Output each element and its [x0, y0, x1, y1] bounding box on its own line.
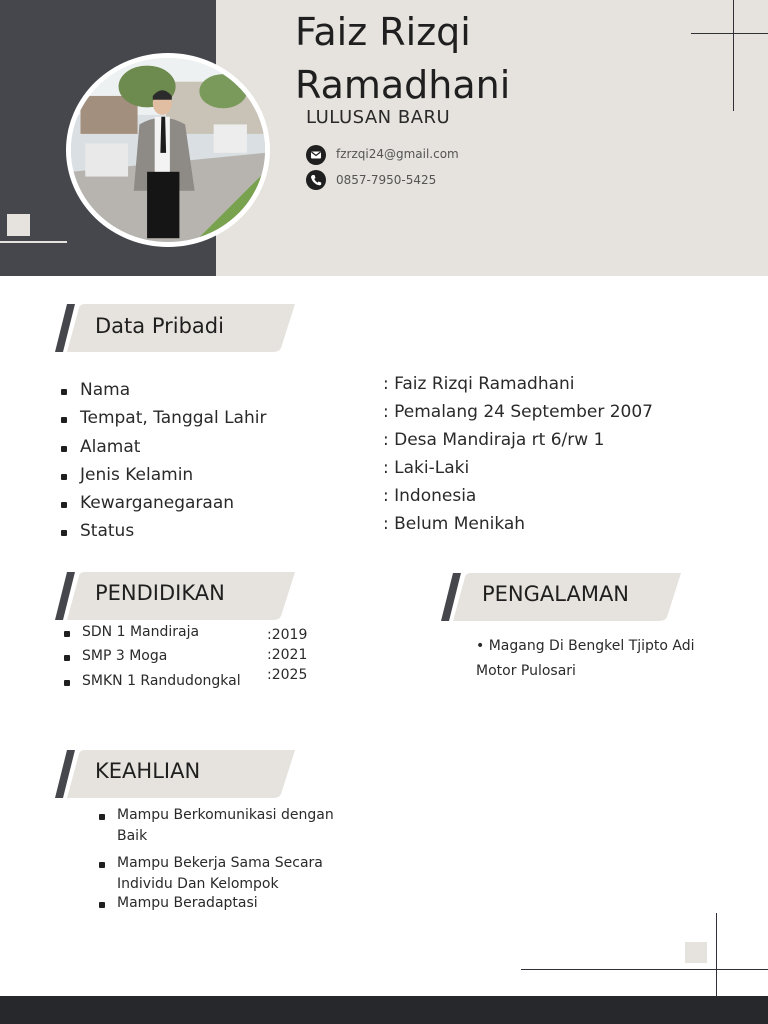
school-name: SMP 3 Moga [82, 648, 168, 664]
label-ttl: Tempat, Tanggal Lahir [80, 408, 267, 428]
label-alamat: Alamat [80, 437, 141, 457]
bullet [64, 680, 70, 686]
value-nama: : Faiz Rizqi Ramadhani [383, 374, 575, 394]
decor-line [521, 969, 768, 970]
bullet [61, 446, 67, 452]
bullet [61, 389, 67, 395]
full-name-line2: Ramadhani [295, 63, 511, 107]
bullet [99, 902, 105, 908]
skill-line: Baik [117, 828, 148, 844]
experience-line: Motor Pulosari [476, 663, 576, 679]
value-ttl: : Pemalang 24 September 2007 [383, 402, 653, 422]
bullet [61, 474, 67, 480]
full-name [295, 6, 595, 112]
experience-line: • Magang Di Bengkel Tjipto Adi [476, 638, 695, 654]
section-title: Data Pribadi [95, 314, 224, 338]
school-year: :2021 [267, 647, 308, 663]
bullet [64, 631, 70, 637]
label-kewarganegaraan: Kewarganegaraan [80, 493, 235, 513]
section-title: KEAHLIAN [95, 759, 201, 783]
skill-line: Individu Dan Kelompok [117, 876, 279, 892]
value-alamat: : Desa Mandiraja rt 6/rw 1 [383, 430, 605, 450]
profile-photo [66, 53, 270, 247]
value-status: : Belum Menikah [383, 514, 526, 534]
skill-line: Mampu Bekerja Sama Secara [117, 855, 323, 871]
decor-line [733, 0, 734, 111]
envelope-icon [306, 145, 326, 165]
phone-text[interactable]: 0857-7950-5425 [336, 173, 437, 187]
value-kewarganegaraan: : Indonesia [383, 486, 477, 506]
decor-line [691, 33, 768, 34]
bullet [64, 655, 70, 661]
bullet [99, 862, 105, 868]
label-jenis-kelamin: Jenis Kelamin [80, 465, 194, 485]
decor-line [716, 913, 717, 996]
value-jenis-kelamin: : Laki-Laki [383, 458, 470, 478]
school-name: SDN 1 Mandiraja [82, 624, 200, 640]
email-text[interactable]: fzrzqi24@gmail.com [336, 147, 459, 161]
decor-square [7, 214, 30, 236]
bullet [61, 530, 67, 536]
section-title: PENGALAMAN [482, 582, 630, 606]
skill-line: Mampu Berkomunikasi dengan [117, 807, 334, 823]
skill-line: Mampu Beradaptasi [117, 895, 258, 911]
label-nama: Nama [80, 380, 131, 400]
bullet [99, 814, 105, 820]
bullet [61, 417, 67, 423]
decor-square [685, 942, 707, 963]
full-name-line1: Faiz Rizqi [295, 10, 471, 54]
section-title: PENDIDIKAN [95, 581, 225, 605]
label-status: Status [80, 521, 135, 541]
footer-bar [0, 996, 768, 1024]
school-year: :2019 [267, 627, 308, 643]
school-year: :2025 [267, 667, 308, 683]
school-name: SMKN 1 Randudongkal [82, 673, 241, 689]
phone-icon [306, 170, 326, 190]
decor-line [0, 241, 67, 243]
bullet [61, 502, 67, 508]
job-title: LULUSAN BARU [306, 107, 451, 128]
